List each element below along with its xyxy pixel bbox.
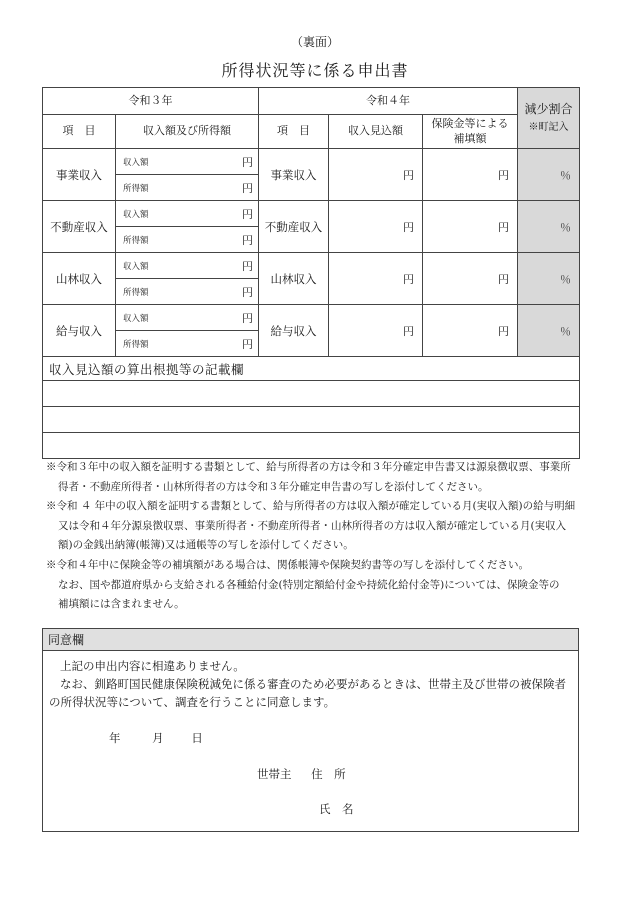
reduction-percent: ％ bbox=[518, 305, 580, 357]
day-label: 日 bbox=[191, 731, 203, 745]
yen-unit: 円 bbox=[242, 181, 253, 195]
header-r4: 令和４年 bbox=[259, 88, 518, 115]
col-income-earnings: 収入額及び所得額 bbox=[116, 115, 259, 149]
date-field[interactable] bbox=[109, 730, 203, 746]
row-label-forest-r4: 山林収入 bbox=[259, 253, 329, 305]
basis-line-field[interactable] bbox=[43, 433, 580, 459]
note-line: 額)の金銭出納簿(帳簿)又は通帳等の写しを添付してください。 bbox=[58, 539, 354, 552]
table-row bbox=[43, 201, 580, 227]
col-item-r3: 項 目 bbox=[43, 115, 116, 149]
sub-earnings-label: 所得額 bbox=[123, 339, 149, 350]
basis-line-field[interactable] bbox=[43, 381, 580, 407]
note-item bbox=[46, 556, 586, 615]
col-expected-income: 収入見込額 bbox=[329, 115, 423, 149]
row-label-salary-r4: 給与収入 bbox=[259, 305, 329, 357]
note-line: ※令和４年中に保険金等の補填額がある場合は、関係帳簿や保険契約書等の写しを添付してください。 bbox=[46, 558, 529, 571]
basis-heading: 収入見込額の算出根拠等の記載欄 bbox=[43, 357, 580, 381]
table-row bbox=[43, 253, 580, 279]
sub-income-label: 収入額 bbox=[123, 261, 149, 272]
consent-agreement: なお、釧路町国民健康保険税減免に係る審査のため必要があるときは、世帯主及び世帯の被保険者の所得状況等について、調査を行うことに同意します。 bbox=[49, 677, 566, 709]
reduction-percent: ％ bbox=[518, 201, 580, 253]
row-label-business: 事業収入 bbox=[43, 149, 116, 201]
earnings-amount-field[interactable] bbox=[116, 279, 259, 305]
table-row bbox=[43, 149, 580, 175]
yen-unit: 円 bbox=[242, 259, 253, 273]
header-reduction bbox=[518, 88, 580, 149]
notes-section bbox=[46, 458, 586, 615]
row-label-realestate-r4: 不動産収入 bbox=[259, 201, 329, 253]
earnings-amount-field[interactable] bbox=[116, 331, 259, 357]
consent-box bbox=[42, 628, 579, 832]
yen-unit: 円 bbox=[242, 155, 253, 169]
address-field[interactable] bbox=[257, 766, 346, 782]
income-amount-field[interactable] bbox=[116, 201, 259, 227]
row-label-forest: 山林収入 bbox=[43, 253, 116, 305]
consent-heading: 同意欄 bbox=[43, 629, 578, 651]
note-item bbox=[46, 497, 586, 556]
expected-income-field[interactable]: 円 bbox=[329, 149, 423, 201]
yen-unit: 円 bbox=[242, 207, 253, 221]
basis-line-field[interactable] bbox=[43, 407, 580, 433]
month-label: 月 bbox=[152, 731, 164, 745]
form-title: 所得状況等に係る申出書 bbox=[221, 61, 409, 80]
insurance-field[interactable]: 円 bbox=[423, 149, 518, 201]
income-amount-field[interactable] bbox=[116, 253, 259, 279]
expected-income-field[interactable]: 円 bbox=[329, 201, 423, 253]
sub-earnings-label: 所得額 bbox=[123, 287, 149, 298]
address-label: 住 所 bbox=[311, 767, 346, 781]
yen-unit: 円 bbox=[242, 337, 253, 351]
year-label: 年 bbox=[109, 731, 121, 745]
householder-label: 世帯主 bbox=[257, 767, 292, 781]
note-line: なお、国や都道府県から支給される各種給付金(特別定額給付金や持続化給付金等)については、保険金等の bbox=[58, 578, 560, 591]
insurance-field[interactable]: 円 bbox=[423, 201, 518, 253]
col-item-r4: 項 目 bbox=[259, 115, 329, 149]
sub-earnings-label: 所得額 bbox=[123, 183, 149, 194]
sub-income-label: 収入額 bbox=[123, 209, 149, 220]
income-amount-field[interactable] bbox=[116, 149, 259, 175]
consent-text bbox=[43, 651, 578, 711]
row-label-salary: 給与収入 bbox=[43, 305, 116, 357]
sub-income-label: 収入額 bbox=[123, 313, 149, 324]
header-r3: 令和３年 bbox=[43, 88, 259, 115]
note-line: 補填額には含まれません。 bbox=[58, 598, 185, 611]
town-note: ※町記入 bbox=[528, 122, 569, 134]
note-line: ※令和 ４ 年中の収入額を証明する書類として、給与所得者の方は収入額が確定している月(実収入額)の給与明細 bbox=[46, 500, 576, 513]
income-amount-field[interactable] bbox=[116, 305, 259, 331]
expected-income-field[interactable]: 円 bbox=[329, 305, 423, 357]
table-row bbox=[43, 305, 580, 331]
reduction-percent: ％ bbox=[518, 149, 580, 201]
yen-unit: 円 bbox=[242, 233, 253, 247]
row-label-realestate: 不動産収入 bbox=[43, 201, 116, 253]
col-insurance bbox=[423, 115, 518, 149]
name-field[interactable] bbox=[319, 801, 354, 817]
earnings-amount-field[interactable] bbox=[116, 227, 259, 253]
yen-unit: 円 bbox=[242, 285, 253, 299]
note-line: 得者・不動産所得者・山林所得者の方は令和３年分確定申告書の写しを添付してください。 bbox=[58, 480, 489, 493]
insurance-field[interactable]: 円 bbox=[423, 305, 518, 357]
note-line: 又は令和４年分源泉徴収票、事業所得者・不動産所得者・山林所得者の方は収入額が確定している月(実収入 bbox=[58, 519, 567, 532]
insurance-field[interactable]: 円 bbox=[423, 253, 518, 305]
row-label-business-r4: 事業収入 bbox=[259, 149, 329, 201]
earnings-amount-field[interactable] bbox=[116, 175, 259, 201]
sub-earnings-label: 所得額 bbox=[123, 235, 149, 246]
yen-unit: 円 bbox=[242, 311, 253, 325]
consent-statement: 上記の申出内容に相違ありません。 bbox=[60, 659, 245, 673]
expected-income-field[interactable]: 円 bbox=[329, 253, 423, 305]
income-table bbox=[42, 87, 580, 459]
sub-income-label: 収入額 bbox=[123, 157, 149, 168]
note-line: ※令和３年中の収入額を証明する書類として、給与所得者の方は令和３年分確定申告書又は源泉徴収票、事業所 bbox=[46, 461, 571, 473]
reduction-label: 減少割合 bbox=[524, 102, 573, 117]
col-insurance-line2: 補填額 bbox=[453, 131, 487, 145]
col-insurance-line1: 保険金等による bbox=[431, 116, 509, 130]
reduction-percent: ％ bbox=[518, 253, 580, 305]
note-item bbox=[46, 458, 586, 497]
page-subtitle: （裏面） bbox=[290, 35, 339, 49]
name-label: 氏 名 bbox=[319, 802, 354, 816]
